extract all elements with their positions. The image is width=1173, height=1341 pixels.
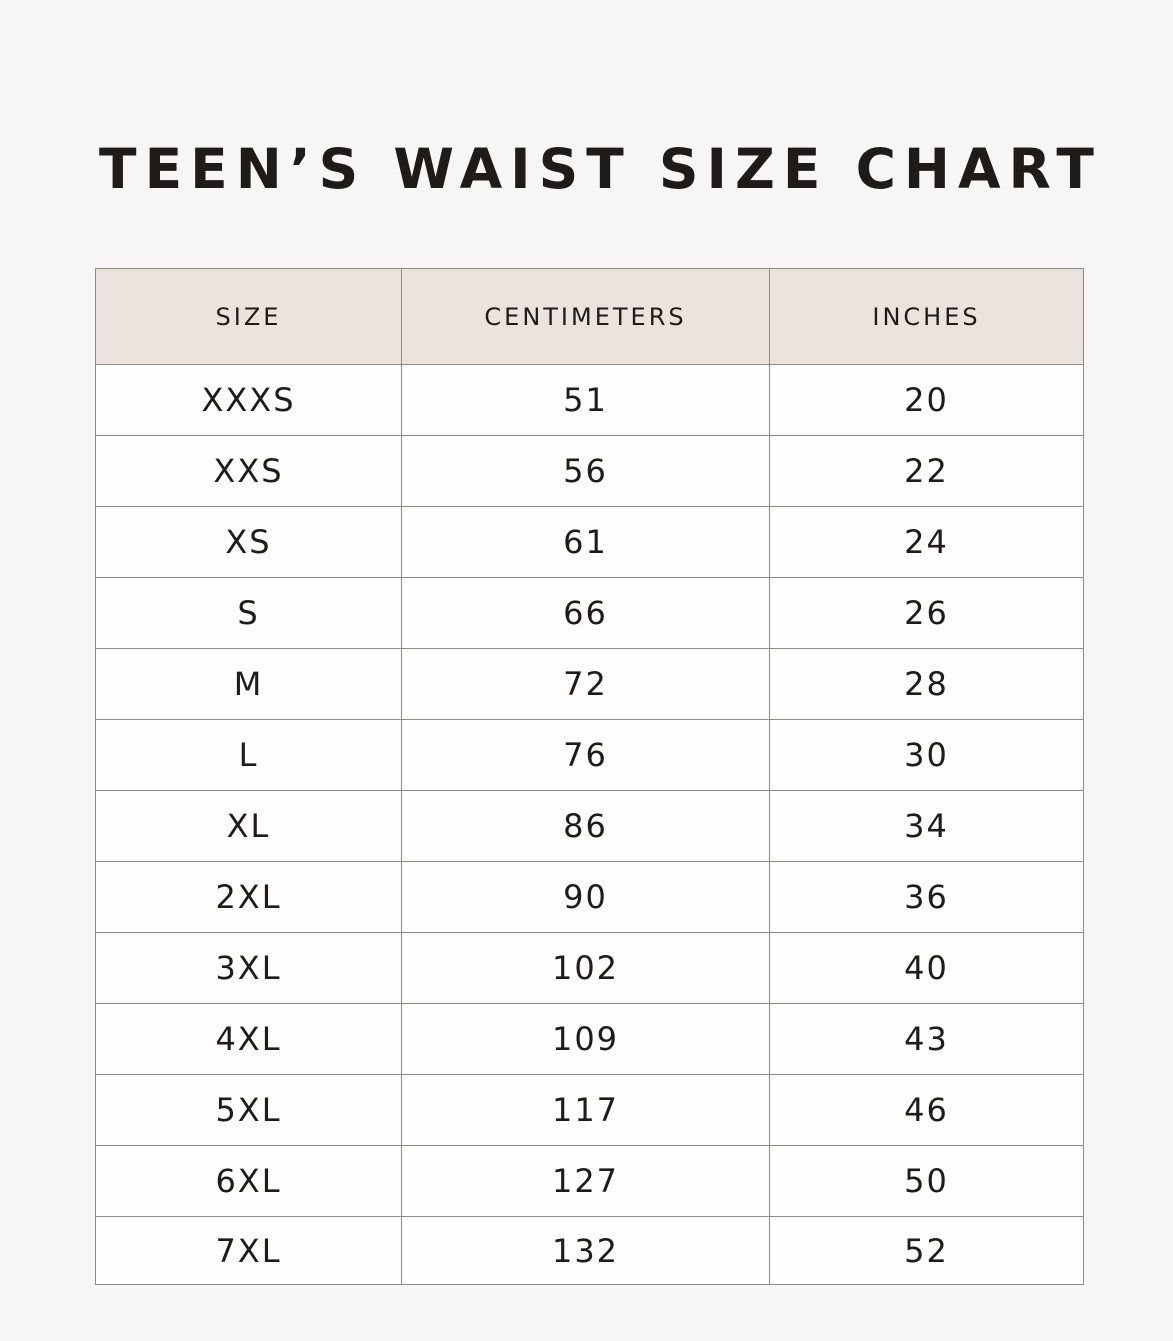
- size-cell: M: [96, 649, 402, 720]
- inches-cell: 28: [770, 649, 1084, 720]
- size-chart-table: [95, 268, 1084, 1285]
- centimeters-cell: 72: [402, 649, 770, 720]
- centimeters-cell: 90: [402, 862, 770, 933]
- size-cell: 2XL: [96, 862, 402, 933]
- inches-cell: 50: [770, 1146, 1084, 1217]
- table-row: [96, 1146, 1084, 1217]
- centimeters-cell: 61: [402, 507, 770, 578]
- centimeters-cell: 127: [402, 1146, 770, 1217]
- table-row: [96, 862, 1084, 933]
- size-cell: L: [96, 720, 402, 791]
- table-row: [96, 720, 1084, 791]
- table-row: [96, 507, 1084, 578]
- table-row: [96, 365, 1084, 436]
- table-row: [96, 791, 1084, 862]
- centimeters-cell: 132: [402, 1217, 770, 1285]
- size-cell: S: [96, 578, 402, 649]
- table-header-row: [96, 269, 1084, 365]
- inches-cell: 30: [770, 720, 1084, 791]
- size-cell: 6XL: [96, 1146, 402, 1217]
- inches-cell: 24: [770, 507, 1084, 578]
- table-row: [96, 933, 1084, 1004]
- centimeters-cell: 102: [402, 933, 770, 1004]
- inches-cell: 43: [770, 1004, 1084, 1075]
- size-cell: 4XL: [96, 1004, 402, 1075]
- size-cell: 7XL: [96, 1217, 402, 1285]
- inches-cell: 22: [770, 436, 1084, 507]
- centimeters-cell: 86: [402, 791, 770, 862]
- table-row: [96, 436, 1084, 507]
- centimeters-cell: 66: [402, 578, 770, 649]
- inches-cell: 52: [770, 1217, 1084, 1285]
- table-row: [96, 1075, 1084, 1146]
- inches-cell: 40: [770, 933, 1084, 1004]
- centimeters-cell: 56: [402, 436, 770, 507]
- column-header-centimeters: CENTIMETERS: [402, 269, 770, 365]
- inches-cell: 34: [770, 791, 1084, 862]
- inches-cell: 36: [770, 862, 1084, 933]
- page-title: TEEN’S WAIST SIZE CHART: [99, 137, 1102, 201]
- centimeters-cell: 117: [402, 1075, 770, 1146]
- column-header-inches: INCHES: [770, 269, 1084, 365]
- table-row: [96, 1004, 1084, 1075]
- size-cell: XS: [96, 507, 402, 578]
- column-header-size: SIZE: [96, 269, 402, 365]
- size-cell: XXXS: [96, 365, 402, 436]
- table-row: [96, 649, 1084, 720]
- table-row: [96, 1217, 1084, 1285]
- inches-cell: 20: [770, 365, 1084, 436]
- size-cell: 3XL: [96, 933, 402, 1004]
- size-cell: 5XL: [96, 1075, 402, 1146]
- table-row: [96, 578, 1084, 649]
- inches-cell: 46: [770, 1075, 1084, 1146]
- size-cell: XL: [96, 791, 402, 862]
- centimeters-cell: 109: [402, 1004, 770, 1075]
- inches-cell: 26: [770, 578, 1084, 649]
- size-cell: XXS: [96, 436, 402, 507]
- centimeters-cell: 76: [402, 720, 770, 791]
- centimeters-cell: 51: [402, 365, 770, 436]
